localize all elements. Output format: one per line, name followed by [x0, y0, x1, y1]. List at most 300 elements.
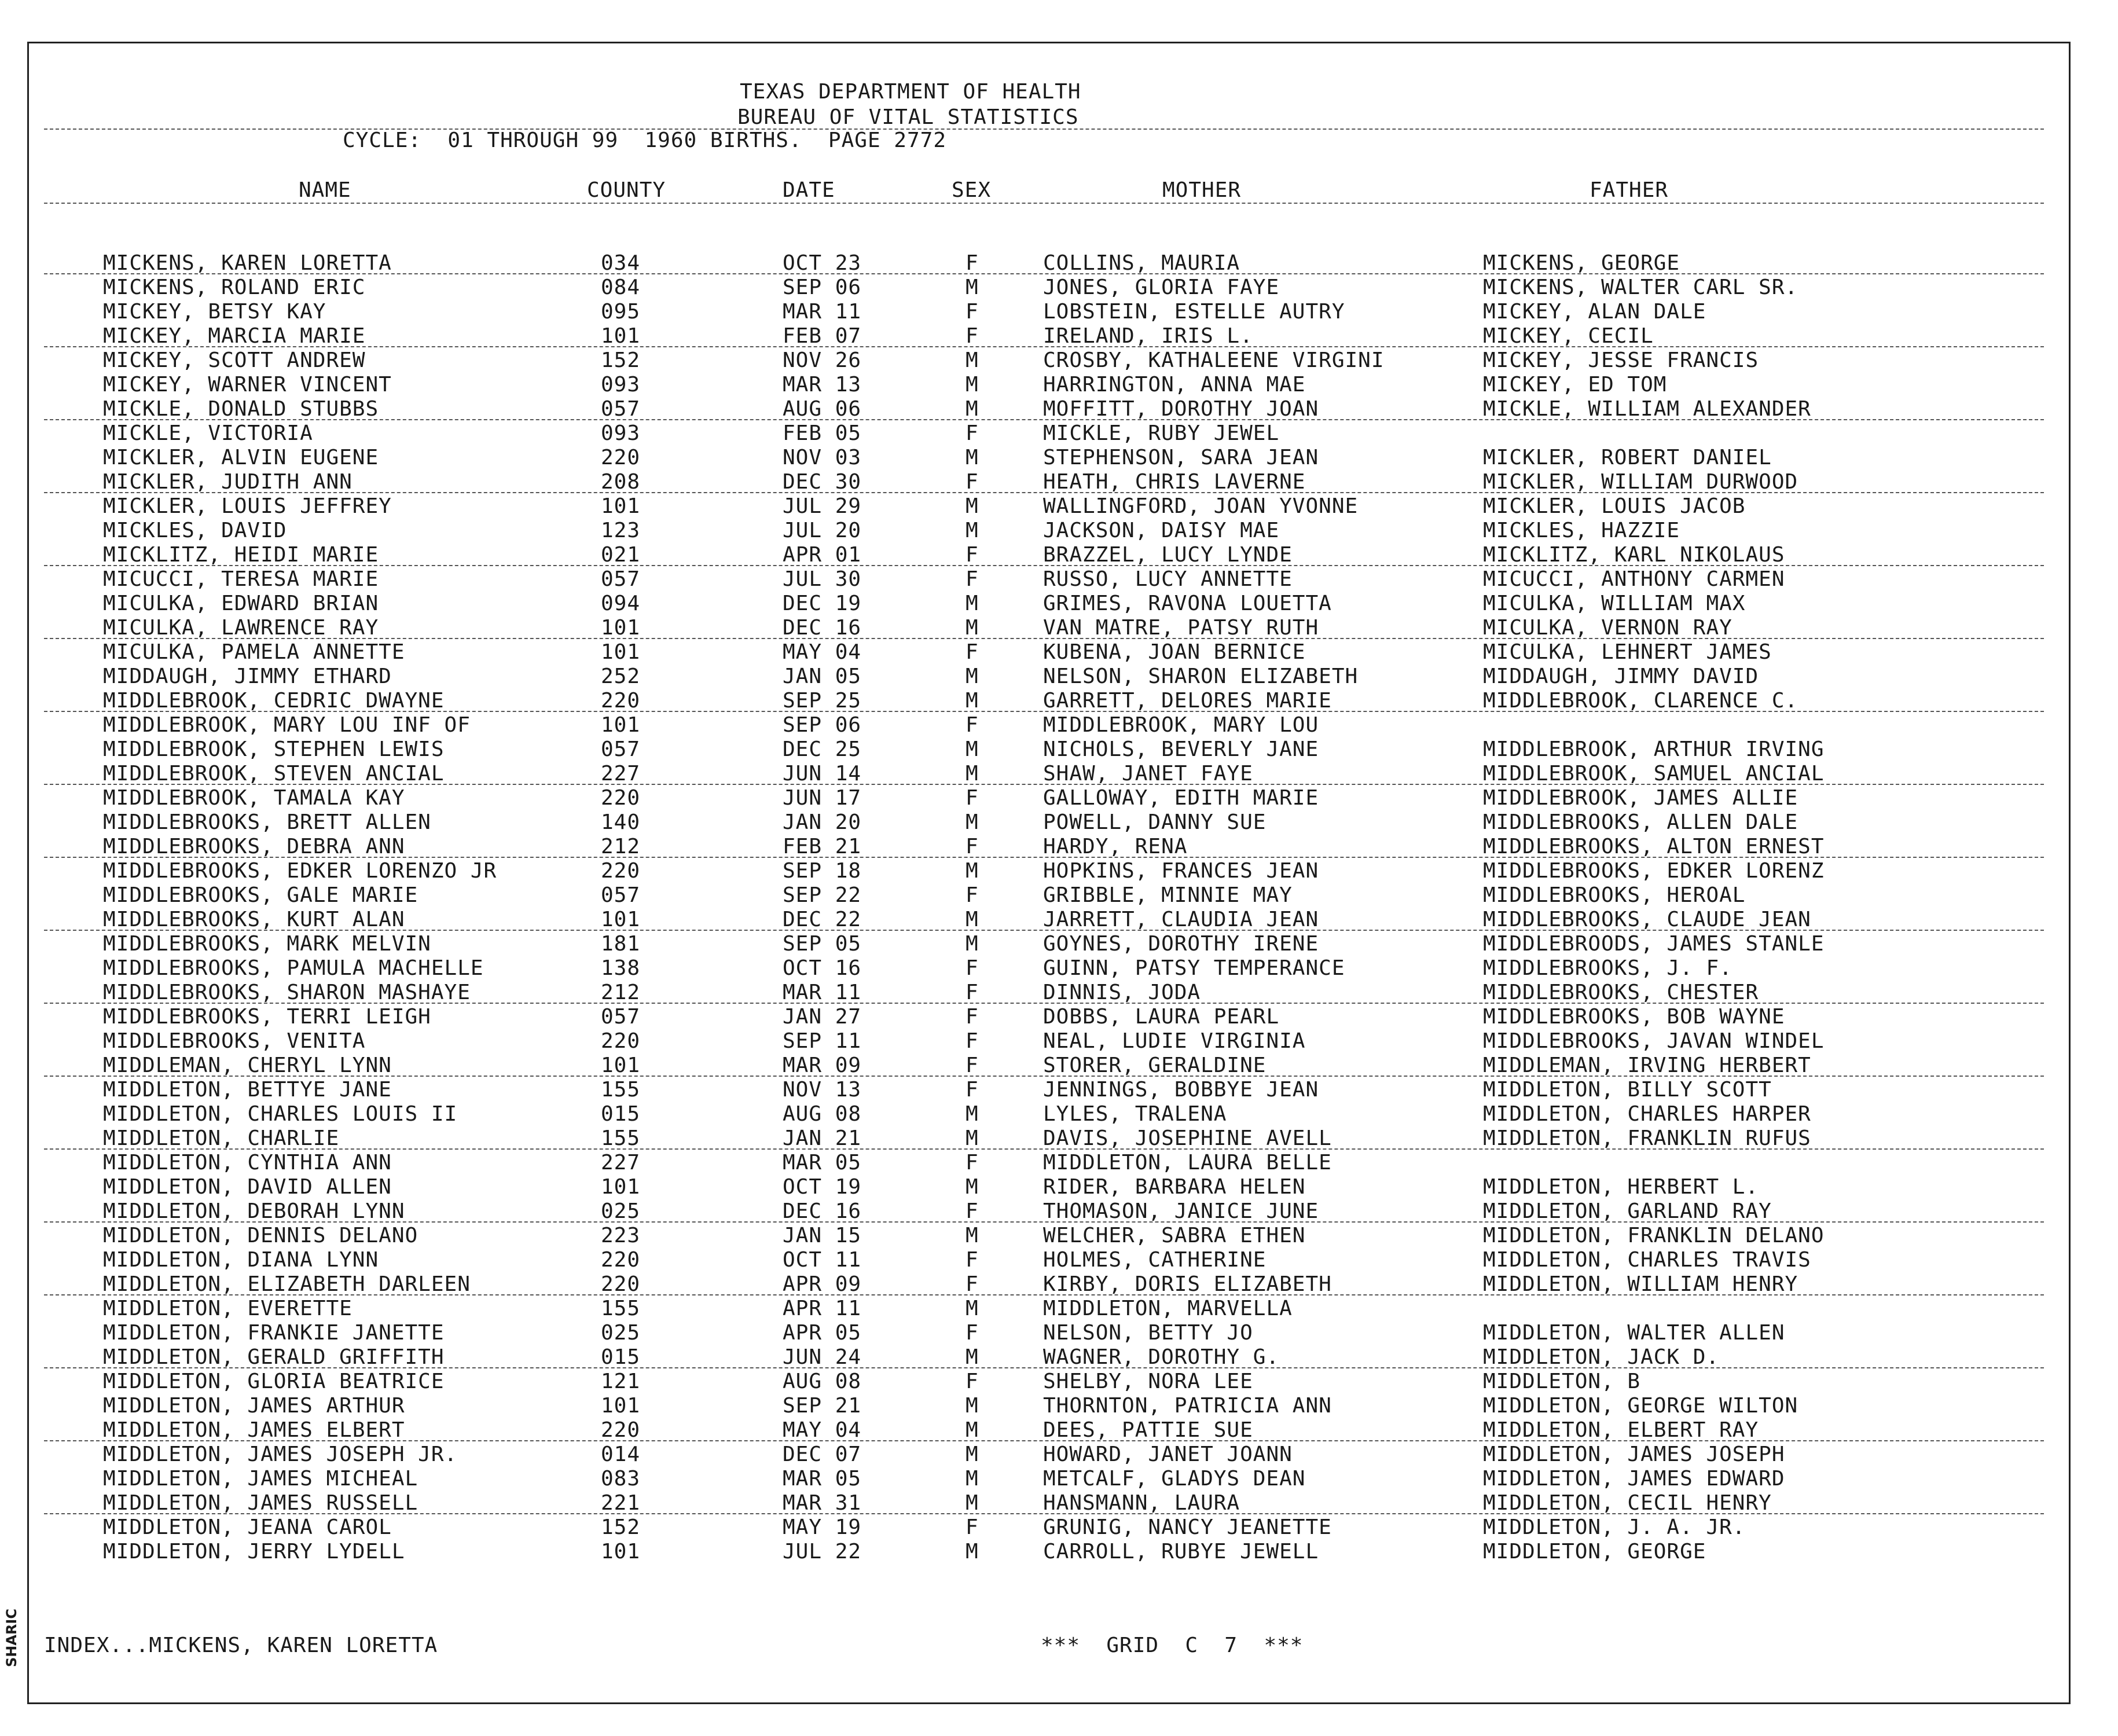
table-row [0, 1175, 2118, 1199]
cell-mother: POWELL, DANNY SUE [1043, 810, 1267, 834]
cell-sex: M [966, 1297, 979, 1320]
cell-name: MIDDLEBROOKS, DEBRA ANN [103, 835, 405, 858]
cell-father: MIDDLEBROOKS, J. F. [1483, 956, 1732, 980]
cell-sex: M [966, 737, 979, 761]
cell-father: MIDDLEBROOKS, ALTON ERNEST [1483, 835, 1825, 858]
cell-father: MIDDLETON, JACK D. [1483, 1345, 1720, 1369]
cell-date: MAY 04 [783, 1418, 862, 1442]
cell-mother: CROSBY, KATHALEENE VIRGINI [1043, 348, 1385, 372]
cell-date: SEP 21 [783, 1394, 862, 1418]
cell-county: 034 [601, 251, 641, 275]
cell-date: OCT 19 [783, 1175, 862, 1199]
cell-name: MIDDLETON, FRANKIE JANETTE [103, 1321, 445, 1345]
cell-county: 057 [601, 1005, 641, 1029]
cell-county: 152 [601, 348, 641, 372]
table-row [0, 616, 2118, 640]
cell-name: MICKLE, VICTORIA [103, 421, 313, 445]
cell-name: MIDDLEBROOKS, EDKER LORENZO JR [103, 859, 497, 883]
cell-date: AUG 08 [783, 1102, 862, 1126]
table-row [0, 276, 2118, 300]
cell-name: MICKEY, SCOTT ANDREW [103, 348, 366, 372]
col-header-mother: MOTHER [1162, 178, 1242, 202]
cell-father: MIDDAUGH, JIMMY DAVID [1483, 665, 1759, 688]
cell-county: 155 [601, 1297, 641, 1320]
cell-name: MIDDLEBROOK, CEDRIC DWAYNE [103, 689, 445, 713]
cycle-line: CYCLE: 01 THROUGH 99 1960 BIRTHS. PAGE 2772 [343, 129, 946, 152]
table-row [0, 932, 2118, 956]
cell-mother: DOBBS, LAURA PEARL [1043, 1005, 1280, 1029]
cell-date: MAR 13 [783, 373, 862, 397]
cell-mother: MIDDLETON, LAURA BELLE [1043, 1151, 1332, 1175]
cell-father: MIDDLEBROOK, ARTHUR IRVING [1483, 737, 1825, 761]
table-row [0, 1029, 2118, 1054]
cell-sex: M [966, 519, 979, 542]
cell-county: 101 [601, 1054, 641, 1077]
cell-county: 221 [601, 1491, 641, 1515]
cell-county: 101 [601, 908, 641, 931]
cell-mother: JONES, GLORIA FAYE [1043, 276, 1280, 299]
cell-name: MIDDLEBROOK, STEVEN ANCIAL [103, 762, 445, 786]
cell-county: 101 [601, 1175, 641, 1199]
cell-sex: F [966, 640, 979, 664]
cell-date: DEC 07 [783, 1443, 862, 1466]
cell-father: MICKENS, WALTER CARL SR. [1483, 276, 1798, 299]
cell-sex: F [966, 1321, 979, 1345]
cell-date: DEC 19 [783, 592, 862, 615]
col-header-father: FATHER [1590, 178, 1669, 202]
cell-name: MICULKA, LAWRENCE RAY [103, 616, 379, 640]
cell-date: AUG 06 [783, 397, 862, 421]
cell-county: 220 [601, 859, 641, 883]
cell-sex: M [966, 665, 979, 688]
row-rule [44, 857, 2044, 858]
cell-date: DEC 16 [783, 1199, 862, 1223]
cell-father: MICKEY, CECIL [1483, 324, 1654, 348]
table-row [0, 592, 2118, 616]
cell-sex: F [966, 1054, 979, 1077]
cell-mother: WELCHER, SABRA ETHEN [1043, 1224, 1306, 1247]
cell-date: NOV 03 [783, 446, 862, 469]
col-header-date: DATE [783, 178, 835, 202]
cell-mother: RUSSO, LUCY ANNETTE [1043, 567, 1293, 591]
cell-mother: CARROLL, RUBYE JEWELL [1043, 1540, 1319, 1563]
cell-name: MIDDLETON, JERRY LYDELL [103, 1540, 405, 1563]
cell-name: MIDDLEBROOKS, KURT ALAN [103, 908, 405, 931]
cell-county: 138 [601, 956, 641, 980]
cell-county: 208 [601, 470, 641, 494]
row-rule [44, 1148, 2044, 1150]
cell-mother: KIRBY, DORIS ELIZABETH [1043, 1272, 1332, 1296]
cell-date: JUL 29 [783, 494, 862, 518]
cell-name: MIDDLETON, JAMES MICHEAL [103, 1467, 419, 1491]
header-title: TEXAS DEPARTMENT OF HEALTH [740, 80, 1081, 104]
table-row [0, 908, 2118, 932]
cell-county: 101 [601, 616, 641, 640]
cell-date: MAR 05 [783, 1151, 862, 1175]
row-rule [44, 1221, 2044, 1223]
table-row [0, 859, 2118, 883]
col-header-name: NAME [299, 178, 351, 202]
row-rule [44, 1003, 2044, 1004]
cell-name: MIDDLETON, CHARLES LOUIS II [103, 1102, 458, 1126]
row-rule [44, 273, 2044, 274]
row-rule [44, 1440, 2044, 1441]
cell-sex: M [966, 373, 979, 397]
cell-sex: M [966, 908, 979, 931]
cell-mother: GARRETT, DELORES MARIE [1043, 689, 1332, 713]
cell-mother: GRUNIG, NANCY JEANETTE [1043, 1515, 1332, 1539]
cell-name: MIDDLEBROOK, STEPHEN LEWIS [103, 737, 445, 761]
cell-county: 212 [601, 835, 641, 858]
cell-father: MICKENS, GEORGE [1483, 251, 1680, 275]
cell-county: 057 [601, 567, 641, 591]
cell-date: DEC 30 [783, 470, 862, 494]
cell-sex: F [966, 956, 979, 980]
table-row [0, 470, 2118, 494]
cell-sex: F [966, 1515, 979, 1539]
row-rule [44, 565, 2044, 566]
table-row [0, 1224, 2118, 1248]
cell-mother: IRELAND, IRIS L. [1043, 324, 1253, 348]
cell-date: MAY 19 [783, 1515, 862, 1539]
cell-name: MIDDLETON, EVERETTE [103, 1297, 353, 1320]
cell-mother: STORER, GERALDINE [1043, 1054, 1267, 1077]
cell-name: MIDDLETON, ELIZABETH DARLEEN [103, 1272, 471, 1296]
cell-father: MIDDLEBROOKS, CHESTER [1483, 981, 1759, 1004]
table-row [0, 1467, 2118, 1491]
cell-sex: M [966, 348, 979, 372]
cell-county: 057 [601, 883, 641, 907]
cell-mother: HANSMANN, LAURA [1043, 1491, 1240, 1515]
cell-name: MIDDLETON, DENNIS DELANO [103, 1224, 419, 1247]
cell-date: SEP 06 [783, 713, 862, 737]
cell-name: MIDDLETON, CYNTHIA ANN [103, 1151, 392, 1175]
cell-sex: M [966, 592, 979, 615]
cell-name: MIDDLEBROOKS, PAMULA MACHELLE [103, 956, 484, 980]
row-rule [44, 419, 2044, 420]
cell-name: MIDDLETON, DAVID ALLEN [103, 1175, 392, 1199]
cell-father: MIDDLEBROOKS, BOB WAYNE [1483, 1005, 1785, 1029]
cell-date: DEC 16 [783, 616, 862, 640]
cell-sex: M [966, 1126, 979, 1150]
cell-mother: HOPKINS, FRANCES JEAN [1043, 859, 1319, 883]
cell-name: MIDDLETON, JAMES JOSEPH JR. [103, 1443, 458, 1466]
cell-father: MIDDLETON, JAMES EDWARD [1483, 1467, 1785, 1491]
cell-mother: JACKSON, DAISY MAE [1043, 519, 1280, 542]
cell-name: MIDDLEBROOKS, TERRI LEIGH [103, 1005, 431, 1029]
cell-name: MIDDLEBROOKS, MARK MELVIN [103, 932, 431, 956]
table-row [0, 665, 2118, 689]
cell-date: MAR 11 [783, 300, 862, 324]
cell-county: 101 [601, 494, 641, 518]
cell-county: 025 [601, 1199, 641, 1223]
row-rule [44, 1367, 2044, 1368]
cell-sex: F [966, 324, 979, 348]
cell-date: SEP 22 [783, 883, 862, 907]
cell-date: SEP 25 [783, 689, 862, 713]
cell-mother: NELSON, BETTY JO [1043, 1321, 1253, 1345]
cell-county: 220 [601, 786, 641, 810]
table-row [0, 421, 2118, 446]
row-rule [44, 711, 2044, 712]
table-row [0, 1199, 2118, 1224]
grid-label: *** GRID C 7 *** [1041, 1634, 1304, 1657]
cell-father: MIDDLETON, GEORGE [1483, 1540, 1706, 1563]
cell-county: 212 [601, 981, 641, 1004]
cell-mother: SHELBY, NORA LEE [1043, 1370, 1253, 1393]
cell-father: MIDDLETON, GEORGE WILTON [1483, 1394, 1798, 1418]
cell-name: MIDDLEBROOKS, GALE MARIE [103, 883, 419, 907]
cell-sex: F [966, 470, 979, 494]
cell-mother: MOFFITT, DOROTHY JOAN [1043, 397, 1319, 421]
cell-sex: M [966, 1102, 979, 1126]
cell-name: MIDDLEBROOK, TAMALA KAY [103, 786, 405, 810]
table-row [0, 1005, 2118, 1029]
cell-sex: M [966, 762, 979, 786]
cell-name: MICKLER, JUDITH ANN [103, 470, 353, 494]
cell-name: MIDDLETON, DIANA LYNN [103, 1248, 379, 1272]
cell-name: MIDDAUGH, JIMMY ETHARD [103, 665, 392, 688]
cell-father: MIDDLEBROOKS, CLAUDE JEAN [1483, 908, 1811, 931]
cell-date: APR 05 [783, 1321, 862, 1345]
column-header-rule [44, 203, 2044, 204]
cell-county: 121 [601, 1370, 641, 1393]
cell-date: MAR 31 [783, 1491, 862, 1515]
cell-father: MIDDLETON, BILLY SCOTT [1483, 1078, 1772, 1102]
cell-father: MICULKA, LEHNERT JAMES [1483, 640, 1772, 664]
table-row [0, 494, 2118, 519]
cell-county: 123 [601, 519, 641, 542]
cell-name: MICKLES, DAVID [103, 519, 287, 542]
cell-county: 220 [601, 446, 641, 469]
table-row [0, 1345, 2118, 1370]
table-row [0, 810, 2118, 835]
cell-father: MICKEY, JESSE FRANCIS [1483, 348, 1759, 372]
cell-sex: F [966, 1029, 979, 1053]
cell-sex: F [966, 543, 979, 567]
cell-father: MIDDLETON, HERBERT L. [1483, 1175, 1759, 1199]
cell-sex: M [966, 397, 979, 421]
cell-county: 220 [601, 1029, 641, 1053]
cell-mother: HEATH, CHRIS LAVERNE [1043, 470, 1306, 494]
cell-father: MICULKA, VERNON RAY [1483, 616, 1732, 640]
cell-date: JUN 17 [783, 786, 862, 810]
cell-sex: M [966, 689, 979, 713]
table-row [0, 251, 2118, 276]
cell-name: MIDDLETON, GERALD GRIFFITH [103, 1345, 445, 1369]
cell-father: MIDDLEBROODS, JAMES STANLE [1483, 932, 1825, 956]
cell-county: 101 [601, 713, 641, 737]
cell-name: MICKEY, MARCIA MARIE [103, 324, 366, 348]
cell-sex: M [966, 859, 979, 883]
row-rule [44, 1513, 2044, 1514]
cell-date: MAY 04 [783, 640, 862, 664]
cell-father: MIDDLETON, WALTER ALLEN [1483, 1321, 1785, 1345]
cell-sex: M [966, 1443, 979, 1466]
cell-date: MAR 05 [783, 1467, 862, 1491]
cell-name: MIDDLEBROOKS, SHARON MASHAYE [103, 981, 471, 1004]
col-header-sex: SEX [952, 178, 992, 202]
cell-county: 057 [601, 737, 641, 761]
cell-father: MICUCCI, ANTHONY CARMEN [1483, 567, 1785, 591]
cell-father: MIDDLETON, FRANKLIN DELANO [1483, 1224, 1825, 1247]
table-row [0, 1054, 2118, 1078]
cell-sex: M [966, 276, 979, 299]
cell-county: 025 [601, 1321, 641, 1345]
cell-father: MIDDLETON, B [1483, 1370, 1641, 1393]
cell-sex: F [966, 1078, 979, 1102]
table-row [0, 1297, 2118, 1321]
cell-father: MIDDLEBROOKS, EDKER LORENZ [1483, 859, 1825, 883]
cell-date: SEP 05 [783, 932, 862, 956]
cell-mother: KUBENA, JOAN BERNICE [1043, 640, 1306, 664]
row-rule [44, 346, 2044, 347]
table-row [0, 689, 2118, 713]
cell-date: JAN 27 [783, 1005, 862, 1029]
cell-sex: M [966, 616, 979, 640]
table-row [0, 762, 2118, 786]
cell-county: 155 [601, 1126, 641, 1150]
cell-mother: SHAW, JANET FAYE [1043, 762, 1253, 786]
cell-county: 094 [601, 592, 641, 615]
cell-date: APR 11 [783, 1297, 862, 1320]
cell-sex: F [966, 1370, 979, 1393]
cell-father: MIDDLEBROOK, SAMUEL ANCIAL [1483, 762, 1825, 786]
cell-county: 101 [601, 1394, 641, 1418]
cell-name: MICKENS, KAREN LORETTA [103, 251, 392, 275]
cell-sex: M [966, 1467, 979, 1491]
cell-name: MICULKA, EDWARD BRIAN [103, 592, 379, 615]
cell-date: JAN 05 [783, 665, 862, 688]
cell-father: MICKLER, WILLIAM DURWOOD [1483, 470, 1798, 494]
cell-date: NOV 13 [783, 1078, 862, 1102]
cell-father: MICULKA, WILLIAM MAX [1483, 592, 1746, 615]
cell-date: JAN 15 [783, 1224, 862, 1247]
cell-name: MIDDLETON, JEANA CAROL [103, 1515, 392, 1539]
table-row [0, 446, 2118, 470]
cell-name: MIDDLETON, JAMES ARTHUR [103, 1394, 405, 1418]
row-rule [44, 784, 2044, 785]
table-row [0, 640, 2118, 665]
cell-mother: MICKLE, RUBY JEWEL [1043, 421, 1280, 445]
cell-mother: JARRETT, CLAUDIA JEAN [1043, 908, 1319, 931]
cell-father: MIDDLEBROOKS, JAVAN WINDEL [1483, 1029, 1825, 1053]
row-rule [44, 492, 2044, 493]
table-row [0, 1151, 2118, 1175]
cell-sex: M [966, 932, 979, 956]
cell-county: 101 [601, 640, 641, 664]
cell-mother: GRIBBLE, MINNIE MAY [1043, 883, 1293, 907]
cell-sex: M [966, 1491, 979, 1515]
table-row [0, 1515, 2118, 1540]
cell-date: SEP 06 [783, 276, 862, 299]
cell-sex: M [966, 1175, 979, 1199]
cell-father: MIDDLETON, CHARLES TRAVIS [1483, 1248, 1811, 1272]
cell-father: MIDDLEBROOKS, HEROAL [1483, 883, 1746, 907]
cell-father: MIDDLEBROOKS, ALLEN DALE [1483, 810, 1798, 834]
cell-date: OCT 23 [783, 251, 862, 275]
table-row [0, 567, 2118, 592]
cell-date: OCT 11 [783, 1248, 862, 1272]
cell-sex: F [966, 1199, 979, 1223]
table-row [0, 1418, 2118, 1443]
cell-name: MICKLER, ALVIN EUGENE [103, 446, 379, 469]
table-row [0, 1540, 2118, 1564]
cell-name: MICKLE, DONALD STUBBS [103, 397, 379, 421]
cell-father: MIDDLETON, FRANKLIN RUFUS [1483, 1126, 1811, 1150]
cell-mother: GALLOWAY, EDITH MARIE [1043, 786, 1319, 810]
cell-mother: VAN MATRE, PATSY RUTH [1043, 616, 1319, 640]
cell-name: MICKLER, LOUIS JEFFREY [103, 494, 392, 518]
cell-father: MICKEY, ED TOM [1483, 373, 1667, 397]
cell-county: 093 [601, 421, 641, 445]
cell-father: MIDDLETON, JAMES JOSEPH [1483, 1443, 1785, 1466]
cell-father: MIDDLETON, CECIL HENRY [1483, 1491, 1772, 1515]
cell-county: 015 [601, 1345, 641, 1369]
cell-county: 140 [601, 810, 641, 834]
cell-county: 101 [601, 324, 641, 348]
cell-mother: HARRINGTON, ANNA MAE [1043, 373, 1306, 397]
cell-county: 220 [601, 1418, 641, 1442]
cell-name: MIDDLETON, DEBORAH LYNN [103, 1199, 405, 1223]
cell-mother: LYLES, TRALENA [1043, 1102, 1227, 1126]
cell-date: JUL 30 [783, 567, 862, 591]
cell-date: JAN 21 [783, 1126, 862, 1150]
cell-name: MICKENS, ROLAND ERIC [103, 276, 366, 299]
cell-mother: HOWARD, JANET JOANN [1043, 1443, 1293, 1466]
cell-name: MICUCCI, TERESA MARIE [103, 567, 379, 591]
cell-date: SEP 11 [783, 1029, 862, 1053]
cell-sex: F [966, 981, 979, 1004]
table-row [0, 713, 2118, 737]
cell-mother: THORNTON, PATRICIA ANN [1043, 1394, 1332, 1418]
cell-mother: NEAL, LUDIE VIRGINIA [1043, 1029, 1306, 1053]
cell-county: 057 [601, 397, 641, 421]
cell-sex: F [966, 1248, 979, 1272]
cell-name: MICKEY, WARNER VINCENT [103, 373, 392, 397]
cell-date: JUN 24 [783, 1345, 862, 1369]
cell-mother: LOBSTEIN, ESTELLE AUTRY [1043, 300, 1345, 324]
table-row [0, 1126, 2118, 1151]
cell-sex: M [966, 1394, 979, 1418]
cell-mother: GRIMES, RAVONA LOUETTA [1043, 592, 1332, 615]
cell-sex: F [966, 713, 979, 737]
row-rule [44, 638, 2044, 639]
cell-mother: NICHOLS, BEVERLY JANE [1043, 737, 1319, 761]
cell-county: 181 [601, 932, 641, 956]
cell-date: JUN 14 [783, 762, 862, 786]
cell-mother: HARDY, RENA [1043, 835, 1188, 858]
cell-county: 095 [601, 300, 641, 324]
cell-sex: M [966, 1224, 979, 1247]
cell-sex: F [966, 835, 979, 858]
cell-mother: NELSON, SHARON ELIZABETH [1043, 665, 1359, 688]
cell-date: APR 01 [783, 543, 862, 567]
cell-sex: F [966, 883, 979, 907]
table-row [0, 883, 2118, 908]
table-row [0, 981, 2118, 1005]
table-row [0, 348, 2118, 373]
row-rule [44, 1294, 2044, 1295]
index-label: INDEX...MICKENS, KAREN LORETTA [44, 1634, 438, 1657]
cell-date: FEB 21 [783, 835, 862, 858]
cell-name: MIDDLEMAN, CHERYL LYNN [103, 1054, 392, 1077]
cell-mother: WAGNER, DOROTHY G. [1043, 1345, 1280, 1369]
cell-county: 252 [601, 665, 641, 688]
cell-county: 021 [601, 543, 641, 567]
cell-county: 015 [601, 1102, 641, 1126]
cell-sex: M [966, 1418, 979, 1442]
